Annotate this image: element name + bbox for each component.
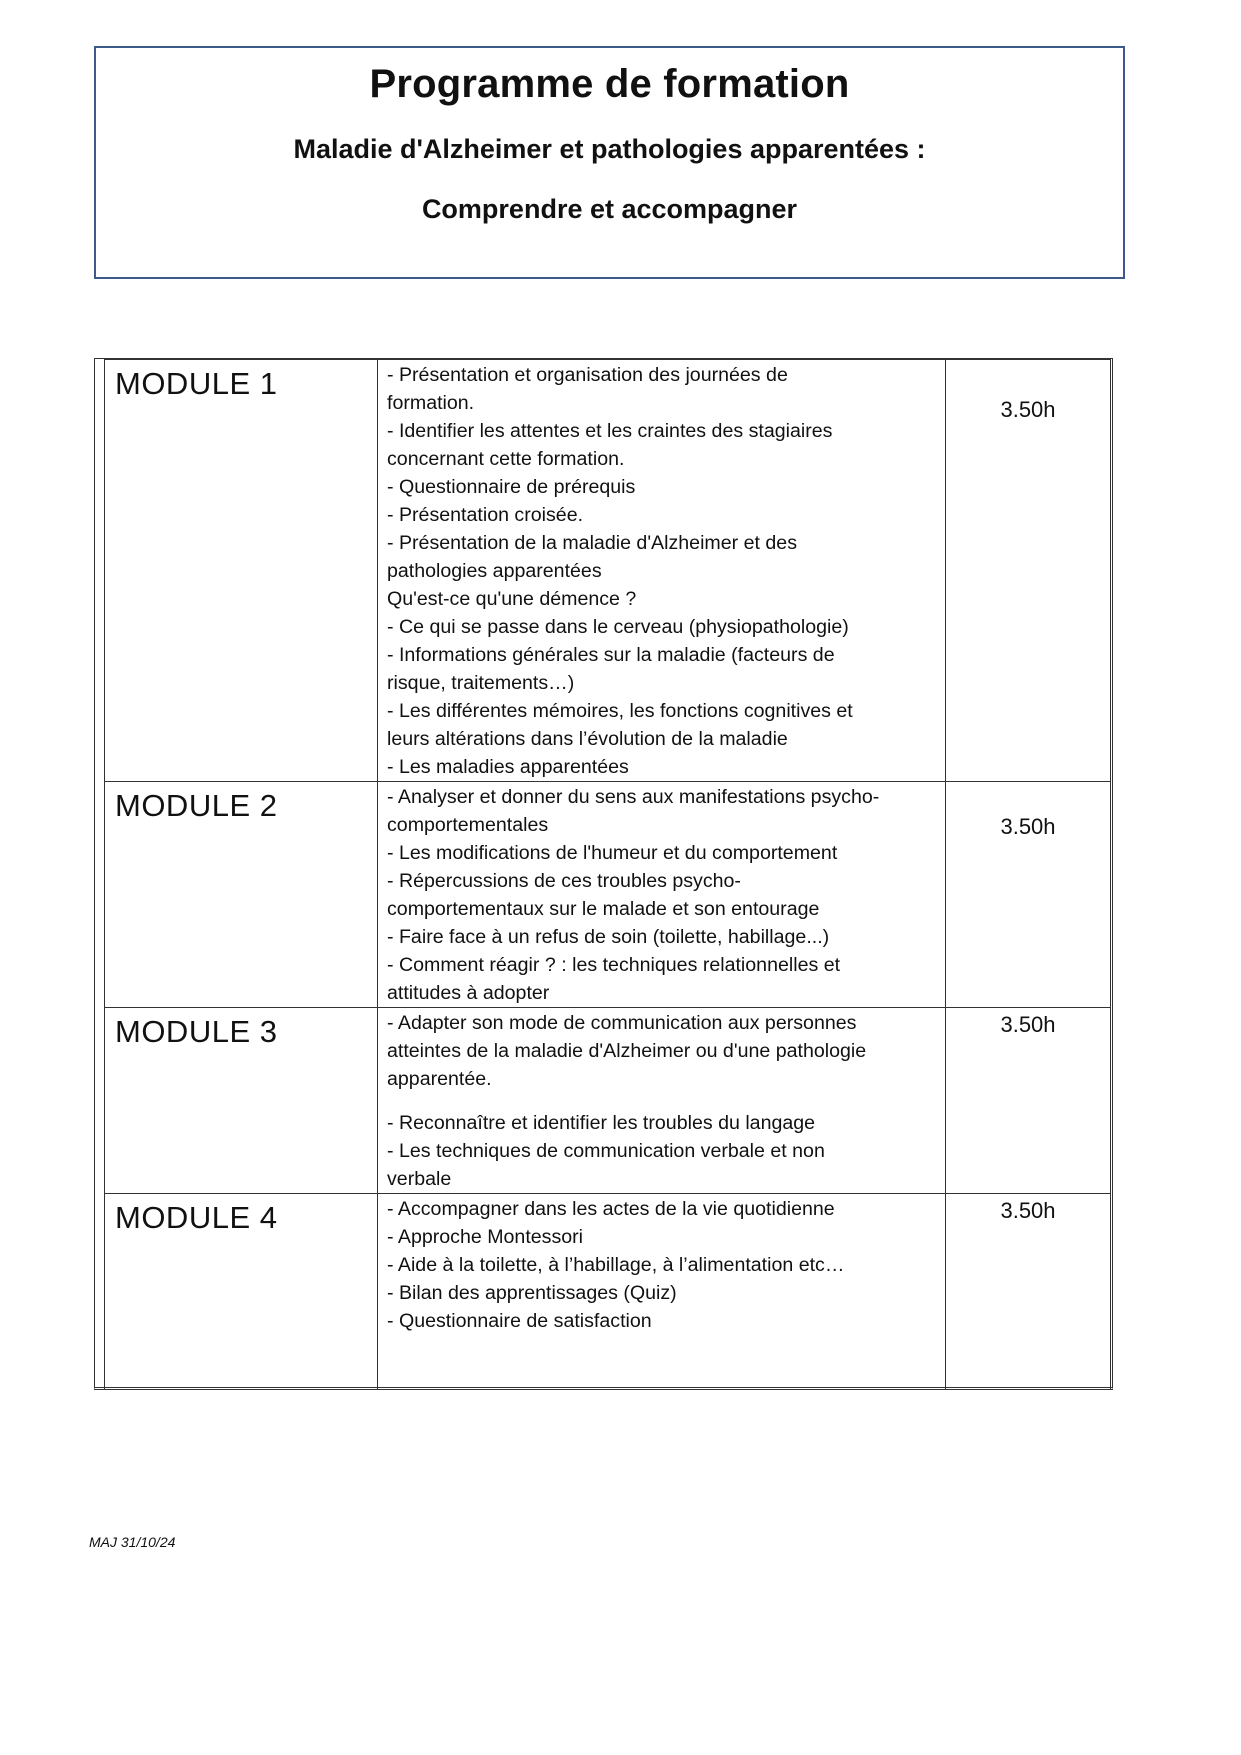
content-line: - Présentation et organisation des journées de [387,364,788,386]
content-line: concernant cette formation. [387,448,625,470]
content-line: - Faire face à un refus de soin (toilette, habillage...) [387,926,830,948]
content-line: formation. [387,392,475,414]
content-line: - Accompagner dans les actes de la vie quotidienne [387,1198,835,1220]
content-line: - Identifier les attentes et les craintes des stagiaires [387,420,833,442]
page-title: Programme de formation [369,62,850,106]
content-line: - Les différentes mémoires, les fonctions cognitives et [387,700,853,722]
content-line: risque, traitements…) [387,672,575,694]
subtitle-line-1: Maladie d'Alzheimer et pathologies apparentées : [293,134,926,164]
module-content [378,1008,946,1194]
content-line: - Bilan des apprentissages (Quiz) [387,1282,677,1304]
content-line: leurs altérations dans l’évolution de la maladie [387,728,788,750]
content-line: pathologies apparentées [387,560,602,582]
subtitle-line-2: Comprendre et accompagner [421,194,798,224]
content-line: atteintes de la maladie d'Alzheimer ou d'une pathologie [387,1040,867,1062]
module-name: MODULE 2 [105,782,378,1008]
content-line: - Questionnaire de prérequis [387,476,636,498]
document-header [94,46,1125,279]
module-duration: 3.50h [1000,814,1056,839]
content-line: - Comment réagir ? : les techniques relationnelles et [387,954,841,976]
module-content [378,1194,946,1390]
content-line: verbale [387,1168,452,1190]
content-line: - Ce qui se passe dans le cerveau (physiopathologie) [387,616,849,638]
content-line: - Adapter son mode de communication aux personnes [387,1012,857,1034]
update-note: MAJ 31/10/24 [89,1534,176,1550]
content-line: - Aide à la toilette, à l’habillage, à l’alimentation etc… [387,1254,845,1276]
module-duration-cell [946,1008,1111,1194]
module-duration: 3.50h [1000,1012,1056,1037]
modules-table [104,359,1111,1390]
content-line: apparentée. [387,1068,492,1090]
content-line: - Approche Montessori [387,1226,584,1248]
content-line: - Présentation de la maladie d'Alzheimer et des [387,532,797,554]
content-line: - Les modifications de l'humeur et du comportement [387,842,838,864]
content-line: - Informations générales sur la maladie (facteurs de [387,644,835,666]
module-duration-cell [946,782,1111,1008]
module-name: MODULE 4 [105,1194,378,1390]
module-name: MODULE 3 [105,1008,378,1194]
content-line: - Analyser et donner du sens aux manifestations psycho- [387,786,880,808]
content-line: comportementales [387,814,549,836]
module-content [378,782,946,1008]
module-row-4 [105,1194,1111,1390]
module-row-3 [105,1008,1111,1194]
content-line: Qu'est-ce qu'une démence ? [387,588,637,610]
module-duration: 3.50h [1000,1198,1056,1223]
module-duration-cell [946,360,1111,782]
module-duration-cell [946,1194,1111,1390]
module-duration: 3.50h [1000,397,1056,422]
module-content [378,360,946,782]
content-line: - Les maladies apparentées [387,756,629,778]
module-name: MODULE 1 [105,360,378,782]
content-line: attitudes à adopter [387,982,550,1004]
content-line: - Questionnaire de satisfaction [387,1310,652,1332]
module-row-2 [105,782,1111,1008]
content-line: - Présentation croisée. [387,504,584,526]
content-line: - Les techniques de communication verbale et non [387,1140,825,1162]
module-row-1 [105,360,1111,782]
paragraph-gap [387,1093,937,1109]
content-line: - Répercussions de ces troubles psycho- [387,870,741,892]
content-line: comportementaux sur le malade et son entourage [387,898,820,920]
content-line: - Reconnaître et identifier les troubles du langage [387,1112,816,1134]
